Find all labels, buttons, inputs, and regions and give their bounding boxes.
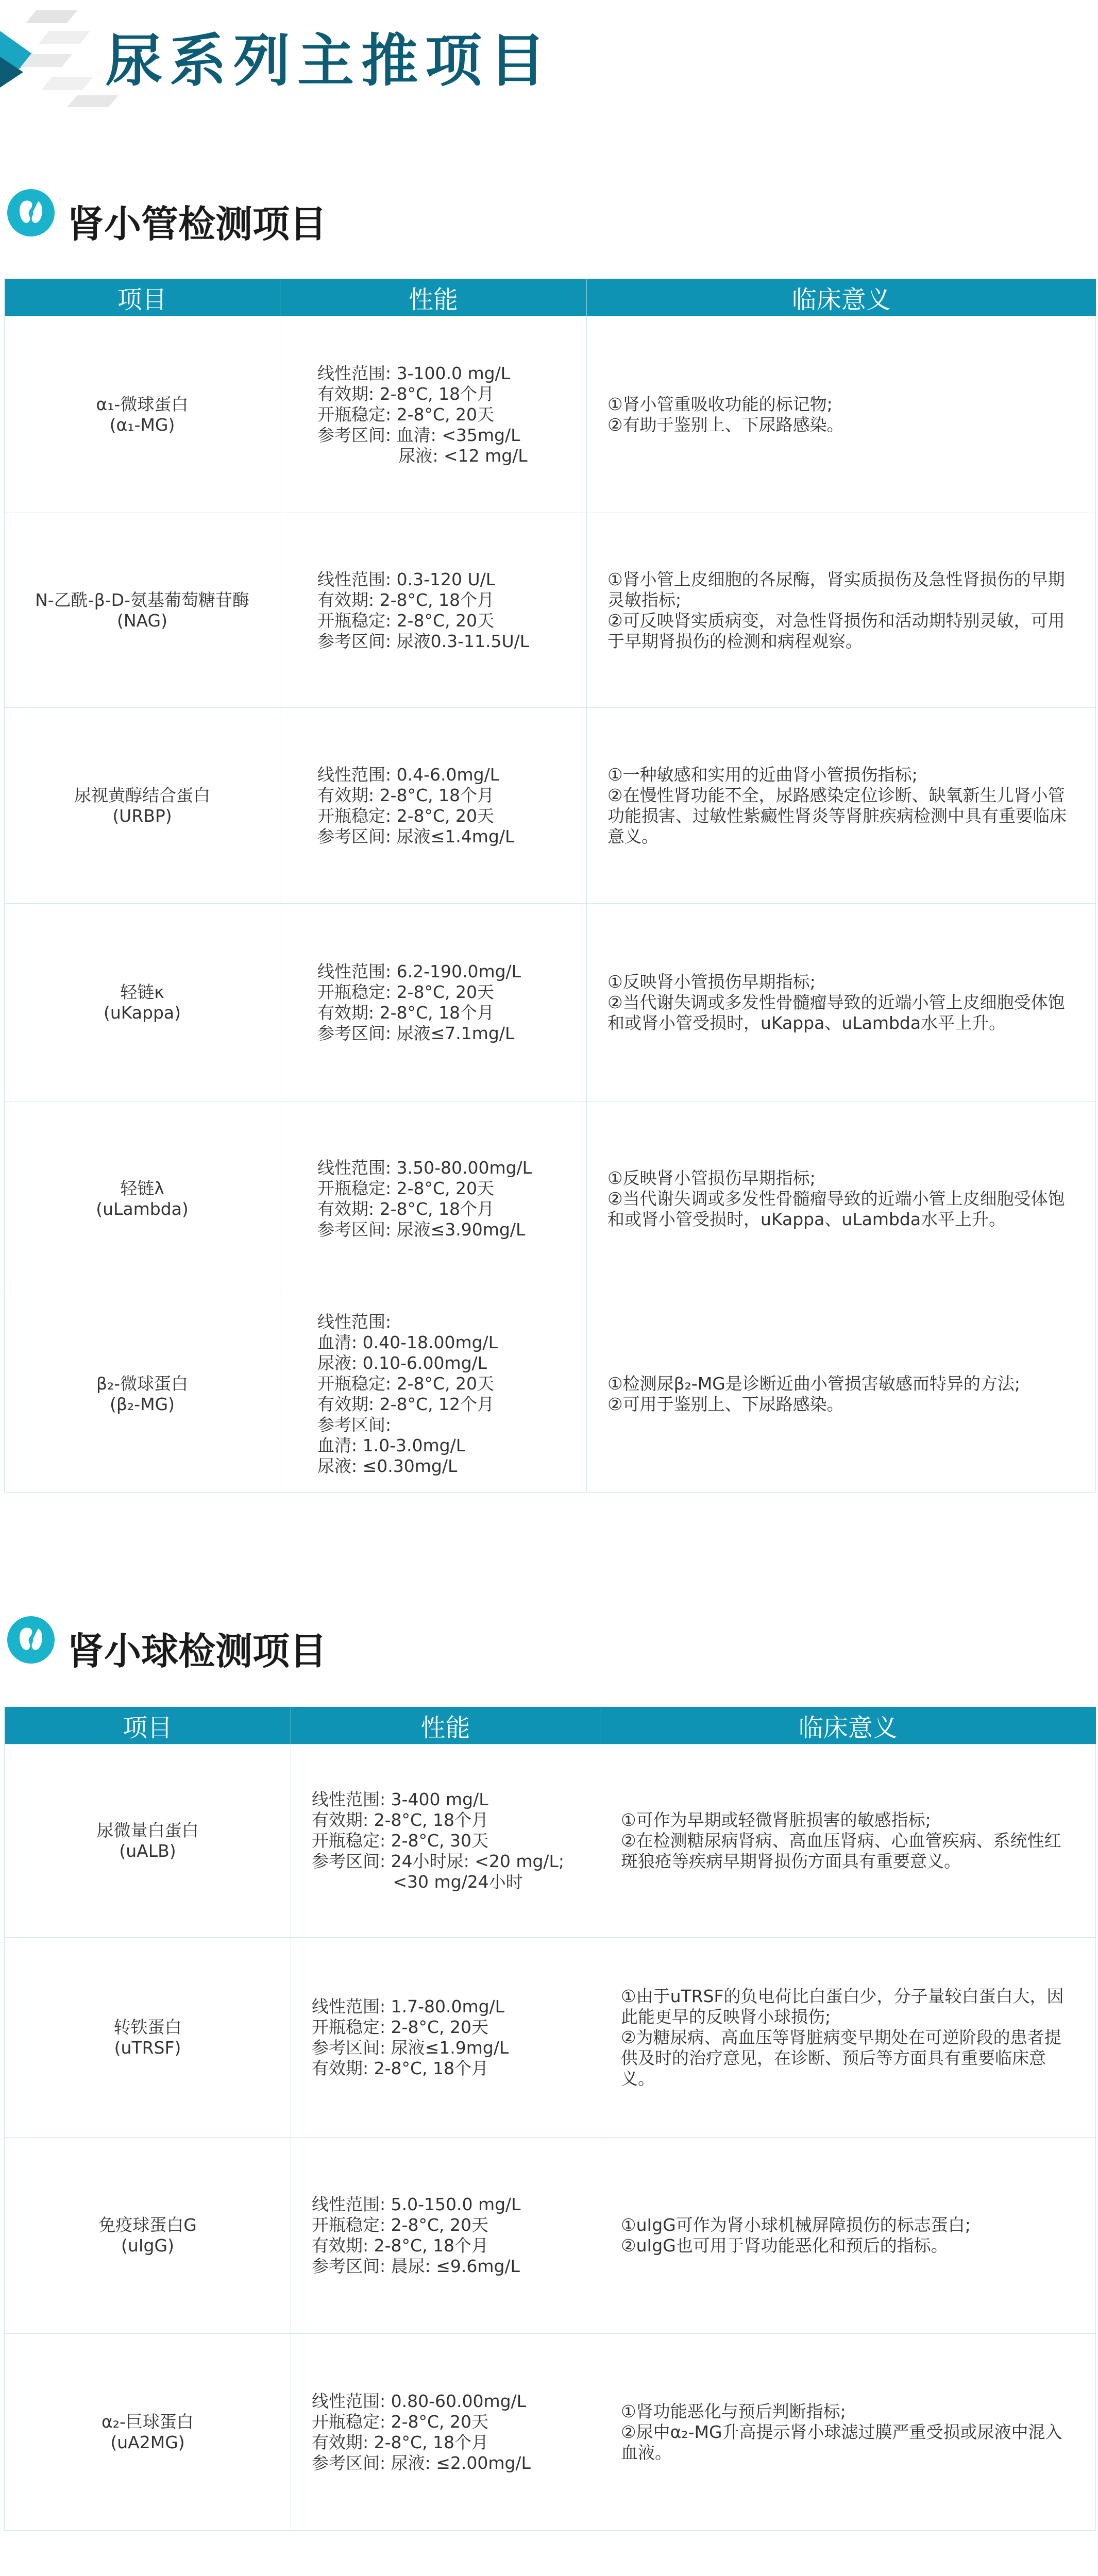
cell-text-line: 线性范围: 3-100.0 mg/L (317, 363, 511, 383)
cell-text-line: 有效期: 2-8°C, 18个月 (317, 1198, 495, 1219)
section-title: 肾小管检测项目 (67, 202, 327, 246)
cell-text-line: 开瓶稳定: 2-8°C, 20天 (317, 805, 495, 826)
cell-text-line: 有效期: 2-8°C, 18个月 (317, 1002, 495, 1023)
performance-cell (291, 2138, 600, 2334)
table-row (5, 1296, 1096, 1493)
column-header-performance: 性能 (291, 1707, 600, 1744)
cell-text-line: 线性范围: 6.2-190.0mg/L (317, 961, 521, 981)
cell-text-line: ①uIgG可作为肾小球机械屏障损伤的标志蛋白; (621, 2215, 971, 2235)
section-title: 肾小球检测项目 (67, 1630, 327, 1673)
cell-text-line: 尿液: <12 mg/L (317, 445, 528, 466)
cell-text-line: (URBP) (112, 805, 172, 826)
table-row (5, 1938, 1096, 2138)
cell-text-line: (uA2MG) (110, 2432, 185, 2452)
cell-text-line: 开瓶稳定: 2-8°C, 20天 (312, 2215, 489, 2235)
performance-cell (280, 513, 587, 708)
cell-text-line: 线性范围: 5.0-150.0 mg/L (312, 2194, 521, 2214)
tubule-table (4, 279, 1096, 1493)
cell-text-line: 有效期: 2-8°C, 18个月 (312, 2432, 489, 2452)
cell-text-line: (uALB) (119, 1841, 176, 1861)
section-header-tubule (0, 188, 1098, 245)
clinical-cell (587, 708, 1096, 904)
column-header-clinical: 临床意义 (587, 279, 1096, 316)
section-header-glomerulus (0, 1615, 1098, 1672)
cell-text-line: ②为糖尿病、高血压等肾脏病变早期处在可逆阶段的患者提供及时的治疗意见，在诊断、预后等方面具有重要临床意义。 (621, 2027, 1061, 2089)
cell-text-line: (α₁-MG) (109, 414, 175, 435)
item-name-cell (5, 1744, 291, 1938)
cell-text-line: ②有助于鉴别上、下尿路感染。 (607, 414, 844, 435)
cell-text-line: ②在检测糖尿病肾病、高血压肾病、心血管疾病、系统性红斑狼疮等疾病早期肾损伤方面具有重要意义。 (621, 1831, 1061, 1871)
cell-text-line: 参考区间: 尿液≤1.9mg/L (312, 2037, 509, 2058)
cell-text-line: 有效期: 2-8°C, 18个月 (317, 589, 495, 610)
cell-text-line: ②尿中α₂-MG升高提示肾小球滤过膜严重受损或尿液中混入血液。 (621, 2421, 1062, 2463)
cell-text-line: 轻链κ (120, 981, 164, 1002)
cell-text-line: 参考区间: 尿液0.3-11.5U/L (317, 631, 530, 651)
banner-title: 尿系列主推项目 (106, 28, 553, 94)
table-row (5, 1101, 1096, 1296)
cell-text-line: 开瓶稳定: 2-8°C, 20天 (317, 404, 495, 425)
clinical-cell (600, 1938, 1096, 2138)
cell-text-line: 有效期: 2-8°C, 12个月 (317, 1394, 495, 1414)
clinical-cell (587, 1296, 1096, 1493)
item-name-cell (5, 1296, 280, 1493)
cell-text-line: ①可作为早期或轻微肾脏损害的敏感指标; (621, 1810, 931, 1830)
column-header-item: 项目 (5, 1707, 291, 1744)
performance-cell (280, 904, 587, 1101)
item-name-cell (5, 708, 280, 904)
table-row (5, 2334, 1096, 2531)
cell-text-line: α₂-巨球蛋白 (102, 2411, 194, 2432)
cell-text-line: 参考区间: 晨尿: ≤9.6mg/L (312, 2256, 520, 2276)
cell-text-line: 开瓶稳定: 2-8°C, 20天 (317, 610, 495, 631)
performance-cell (280, 316, 587, 513)
cell-text-line: 轻链λ (120, 1178, 164, 1198)
cell-text-line: 有效期: 2-8°C, 18个月 (317, 785, 495, 805)
performance-cell (280, 1101, 587, 1296)
item-name-cell (5, 2334, 291, 2531)
table-row (5, 904, 1096, 1101)
cell-text-line: 线性范围: 0.3-120 U/L (317, 569, 496, 589)
cell-text-line: (uTRSF) (114, 2037, 181, 2058)
cell-text-line: 尿液: 0.10-6.00mg/L (317, 1353, 487, 1373)
item-name-cell (5, 1938, 291, 2138)
cell-text-line: 有效期: 2-8°C, 18个月 (317, 383, 495, 404)
cell-text-line: ①一种敏感和实用的近曲肾小管损伤指标; (607, 764, 918, 785)
cell-text-line: 尿微量白蛋白 (96, 1820, 199, 1840)
cell-text-line: N-乙酰-β-D-氨基葡萄糖苷酶 (35, 589, 249, 610)
item-name-cell (5, 1101, 280, 1296)
cell-text-line: 尿液: ≤0.30mg/L (317, 1456, 458, 1476)
cell-text-line: ②可用于鉴别上、下尿路感染。 (607, 1394, 844, 1414)
cell-text-line: 开瓶稳定: 2-8°C, 20天 (317, 1178, 495, 1198)
column-header-performance: 性能 (280, 279, 587, 316)
table-row (5, 513, 1096, 708)
cell-text-line: <30 mg/24小时 (312, 1872, 523, 1892)
cell-text-line: 有效期: 2-8°C, 18个月 (312, 1810, 489, 1830)
cell-text-line: 参考区间: 尿液: ≤2.00mg/L (312, 2452, 531, 2473)
cell-text-line: 开瓶稳定: 2-8°C, 30天 (312, 1831, 489, 1851)
cell-text-line: 开瓶稳定: 2-8°C, 20天 (317, 981, 495, 1002)
cell-text-line: 参考区间: 血清: <35mg/L (317, 425, 520, 445)
cell-text-line: β₂-微球蛋白 (96, 1374, 189, 1394)
table-row (5, 2138, 1096, 2334)
performance-cell (291, 1744, 600, 1938)
column-header-item: 项目 (5, 279, 280, 316)
cell-text-line: ①肾功能恶化与预后判断指标; (621, 2401, 846, 2421)
cell-text-line: 参考区间: 尿液≤3.90mg/L (317, 1219, 526, 1240)
cell-text-line: 开瓶稳定: 2-8°C, 20天 (312, 2016, 489, 2037)
cell-text-line: ①肾小管重吸收功能的标记物; (607, 394, 833, 414)
cell-text-line: 参考区间: (317, 1415, 392, 1435)
cell-text-line: α₁-微球蛋白 (96, 394, 189, 414)
cell-text-line: 有效期: 2-8°C, 18个月 (312, 2058, 489, 2078)
cell-text-line: ①由于uTRSF的负电荷比白蛋白少，分子量较白蛋白大，因此能更早的反映肾小球损伤; (621, 1986, 1064, 2027)
cell-text-line: ①反映肾小管损伤早期指标; (607, 1167, 816, 1188)
cell-text-line: 线性范围: (317, 1312, 392, 1332)
banner (0, 0, 1098, 118)
clinical-cell (600, 2138, 1096, 2334)
cell-text-line: 有效期: 2-8°C, 18个月 (312, 2235, 489, 2256)
clinical-cell (587, 904, 1096, 1101)
cell-text-line: ①反映肾小管损伤早期指标; (607, 971, 816, 992)
cell-text-line: 参考区间: 尿液≤7.1mg/L (317, 1023, 515, 1043)
cell-text-line: 参考区间: 24小时尿: <20 mg/L; (312, 1851, 565, 1871)
clinical-cell (600, 2334, 1096, 2531)
cell-text-line: ②可反映肾实质病变，对急性肾损伤和活动期特别灵敏，可用于早期肾损伤的检测和病程观察。 (607, 610, 1065, 651)
item-name-cell (5, 904, 280, 1101)
cell-text-line: ①检测尿β₂-MG是诊断近曲小管损害敏感而特异的方法; (607, 1374, 1020, 1394)
cell-text-line: 血清: 0.40-18.00mg/L (317, 1332, 498, 1352)
clinical-cell (587, 513, 1096, 708)
clinical-cell (587, 1101, 1096, 1296)
cell-text-line: 开瓶稳定: 2-8°C, 20天 (312, 2411, 489, 2432)
cell-text-line: (uKappa) (103, 1002, 181, 1023)
performance-cell (291, 2334, 600, 2531)
item-name-cell (5, 2138, 291, 2334)
cell-text-line: 线性范围: 1.7-80.0mg/L (312, 1996, 505, 2016)
performance-cell (280, 1296, 587, 1493)
cell-text-line: 线性范围: 3.50-80.00mg/L (317, 1157, 532, 1178)
glomerulus-table (4, 1707, 1096, 2531)
item-name-cell (5, 316, 280, 513)
clinical-cell (587, 316, 1096, 513)
cell-text-line: 开瓶稳定: 2-8°C, 20天 (317, 1374, 495, 1394)
table-row (5, 1744, 1096, 1938)
cell-text-line: ①肾小管上皮细胞的各尿酶，肾实质损伤及急性肾损伤的早期灵敏指标; (607, 569, 1065, 610)
cell-text-line: 参考区间: 尿液≤1.4mg/L (317, 826, 515, 846)
cell-text-line: 线性范围: 3-400 mg/L (312, 1789, 488, 1809)
column-header-clinical: 临床意义 (600, 1707, 1096, 1744)
cell-text-line: 线性范围: 0.80-60.00mg/L (312, 2391, 527, 2411)
cell-text-line: (β₂-MG) (110, 1394, 175, 1414)
table-row (5, 316, 1096, 513)
cell-text-line: (uLambda) (96, 1198, 189, 1219)
cell-text-line: 免疫球蛋白G (98, 2215, 197, 2235)
cell-text-line: 转铁蛋白 (113, 2016, 182, 2037)
cell-text-line: (NAG) (116, 610, 167, 631)
performance-cell (280, 708, 587, 904)
cell-text-line: (uIgG) (121, 2235, 174, 2256)
kidney-icon (7, 1616, 55, 1664)
cell-text-line: ②在慢性肾功能不全，尿路感染定位诊断、缺氧新生儿肾小管功能损害、过敏性紫癜性肾炎等肾脏疾病检测中具有重要临床意义。 (607, 785, 1067, 846)
table-row (5, 708, 1096, 904)
cell-text-line: 尿视黄醇结合蛋白 (74, 785, 210, 805)
cell-text-line: ②uIgG也可用于肾功能恶化和预后的指标。 (621, 2235, 948, 2256)
kidney-icon (7, 189, 55, 236)
clinical-cell (600, 1744, 1096, 1938)
table-header-row (5, 1707, 1096, 1744)
cell-text-line: 线性范围: 0.4-6.0mg/L (317, 764, 500, 785)
table-header-row (5, 279, 1096, 316)
cell-text-line: 血清: 1.0-3.0mg/L (317, 1435, 466, 1455)
item-name-cell (5, 513, 280, 708)
performance-cell (291, 1938, 600, 2138)
cell-text-line: ②当代谢失调或多发性骨髓瘤导致的近端小管上皮细胞受体饱和或肾小管受损时，uKappa、uLambda水平上升。 (607, 992, 1065, 1033)
cell-text-line: ②当代谢失调或多发性骨髓瘤导致的近端小管上皮细胞受体饱和或肾小管受损时，uKappa、uLambda水平上升。 (607, 1188, 1065, 1229)
